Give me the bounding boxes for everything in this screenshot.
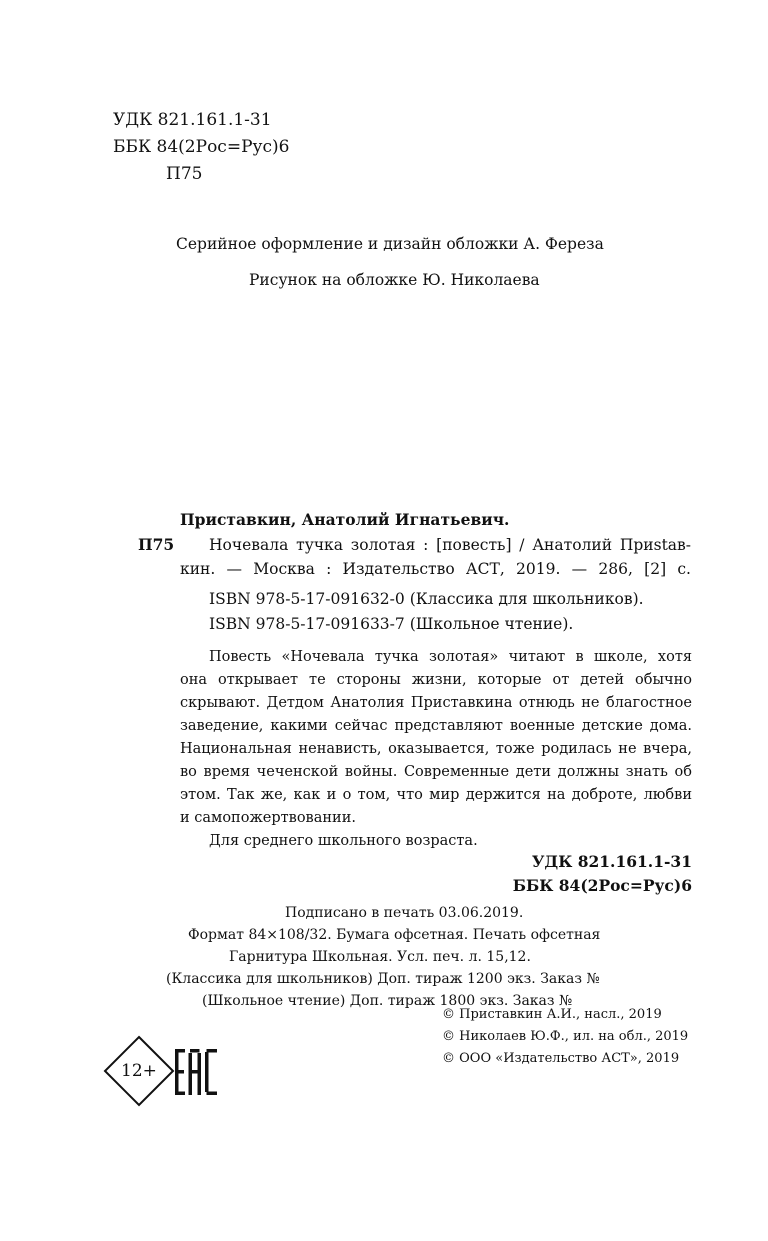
series-design-credit: Серийное оформление и дизайн обложки А. Фереза — [176, 235, 604, 253]
cover-illustration-credit: Рисунок на обложке Ю. Николаева — [249, 271, 540, 289]
annotation-line: скрывают. Детдом Анатолия Приставкина отнюдь не благостное — [180, 695, 692, 711]
print-run-classics: (Классика для школьников) Доп. тираж 1200 экз. Заказ № — [166, 971, 600, 987]
signed-for-print: Подписано в печать 03.06.2019. — [285, 905, 524, 921]
isbn-1: ISBN 978-5-17-091632-0 (Классика для школьников). — [209, 590, 644, 608]
copyright-line-publisher: © ООО «Издательство АСТ», 2019 — [442, 1051, 680, 1066]
eac-logo-icon — [175, 1049, 217, 1095]
author-mark-code: П75 — [166, 164, 203, 184]
title-line-1-text: Ночевала тучка золотая : [повесть] / Анатолий Приstав- — [209, 536, 691, 554]
udk-code: УДК 821.161.1-31 — [113, 110, 272, 130]
age-rating-badge — [103, 1035, 175, 1107]
annotation-line: заведение, какими сейчас представляют военные детские дома. — [180, 718, 692, 734]
format-line: Формат 84×108/32. Бумага офсетная. Печать офсетная — [188, 927, 601, 943]
copyright-line-author: © Приставкин А.И., насл., 2019 — [442, 1007, 662, 1022]
bottom-bbk-code: ББК 84(2Рос=Рус)6 — [512, 876, 692, 895]
annotation-line: Повесть «Ночевала тучка золотая» читают в школе, хотя — [209, 649, 692, 665]
isbn-2: ISBN 978-5-17-091633-7 (Школьное чтение). — [209, 615, 574, 633]
audience-note: Для среднего школьного возраста. — [209, 833, 478, 849]
title-line-2 — [180, 557, 691, 581]
author-heading: Приставкин, Анатолий Игнатьевич. — [180, 510, 510, 529]
annotation-line: этом. Так же, как и о том, что мир держится на доброте, любви — [180, 787, 692, 803]
print-run-school: (Школьное чтение) Доп. тираж 1800 экз. Заказ № — [202, 993, 573, 1009]
typeface-line: Гарнитура Школьная. Усл. печ. л. 15,12. — [229, 949, 531, 965]
copyright-line-illustrator: © Николаев Ю.Ф., ил. на обл., 2019 — [442, 1029, 689, 1044]
record-code: П75 — [138, 535, 175, 554]
eac-mark — [175, 1049, 217, 1095]
bottom-udk-code: УДК 821.161.1-31 — [531, 852, 692, 871]
annotation-line: во время чеченской войны. Современные дети должны знать об — [180, 764, 692, 780]
bbk-code: ББК 84(2Рос=Рус)6 — [113, 137, 290, 157]
annotation-line: Национальная ненависть, оказывается, тоже родилась не вчера, — [180, 741, 692, 757]
title-line-2-text: кин. — Москва : Издательство АСТ, 2019. — 286, [2] с. — [180, 560, 691, 578]
annotation — [180, 646, 692, 853]
title-line-1 — [209, 533, 691, 557]
annotation-line: и самопожертвовании. — [180, 810, 356, 826]
annotation-line: она открывает те стороны жизни, которые от детей обычно — [180, 672, 692, 688]
age-rating-text: 12+ — [121, 1061, 157, 1081]
